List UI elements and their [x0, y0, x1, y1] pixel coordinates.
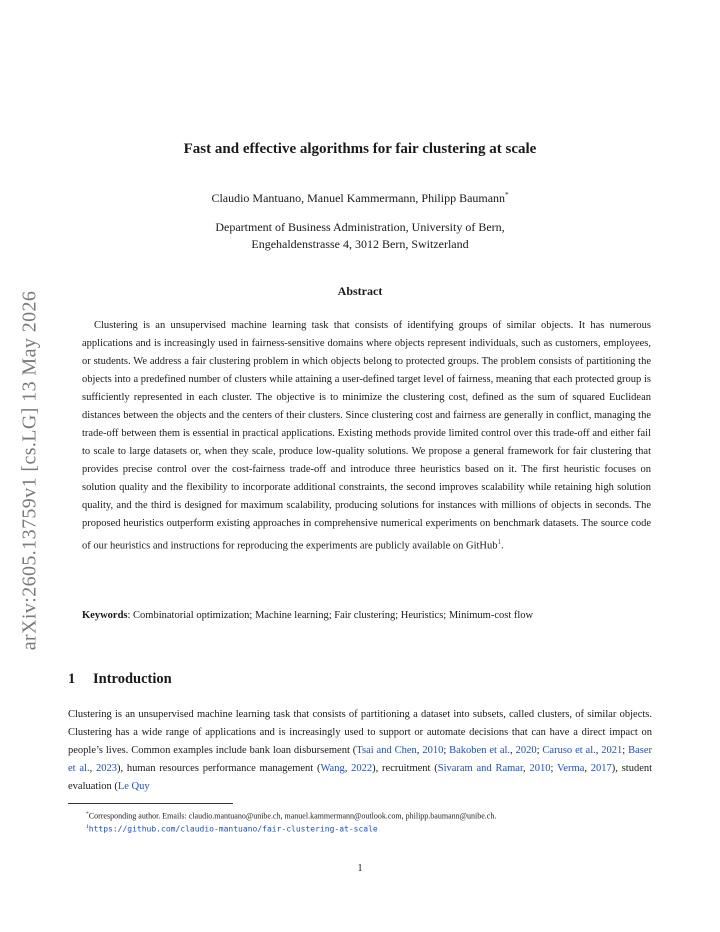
- affiliation: [0, 219, 720, 253]
- citation-link[interactable]: Tsai and Chen: [356, 745, 417, 756]
- arxiv-sidebar-stamp: [8, 270, 52, 670]
- footnote-mark: *: [86, 811, 89, 817]
- citation-link[interactable]: Le Quy: [117, 781, 150, 792]
- citation-sep: ,: [523, 763, 530, 774]
- citation-year-link[interactable]: 2010: [422, 745, 444, 756]
- abstract-heading: Abstract: [337, 284, 383, 298]
- citation-link[interactable]: Wang: [320, 763, 345, 774]
- arxiv-identifier: arXiv:2605.13759v1 [cs.LG] 13 May 2026: [18, 290, 41, 650]
- corresponding-mark: *: [505, 191, 509, 199]
- paper-title: Fast and effective algorithms for fair clustering at scale: [183, 141, 537, 157]
- citation-link[interactable]: Bakoben et al.: [449, 745, 511, 756]
- citation-sep: ;: [622, 745, 629, 756]
- page-number: 1: [357, 863, 363, 874]
- section-title: Introduction: [93, 671, 172, 687]
- footnote-divider: [68, 803, 233, 804]
- keywords-text: : Combinatorial optimization; Machine learning; Fair clustering; Heuristics; Minimum-cost flow: [127, 610, 534, 621]
- footnote-text: Corresponding author. Emails: claudio.mantuano@unibe.ch, manuel.kammermann@outlook.com, philipp.baumann@unibe.ch.: [88, 811, 497, 821]
- footnote-mark: 1: [86, 824, 89, 830]
- footnote-ref-1[interactable]: 1: [497, 538, 502, 546]
- section-heading: [68, 671, 172, 688]
- citation-link[interactable]: Verma: [556, 763, 585, 774]
- github-url-link[interactable]: https://github.com/claudio-mantuano/fair-clustering-at-scale: [88, 824, 378, 834]
- abstract-end: .: [501, 540, 504, 552]
- citation-year-link[interactable]: 2023: [96, 763, 117, 774]
- citation-sep: ;: [443, 745, 450, 756]
- citation-sep: ,: [344, 763, 352, 774]
- intro-paragraph: [68, 706, 652, 796]
- citation-link[interactable]: Caruso et al.: [542, 745, 596, 756]
- footnote-github: [86, 822, 378, 835]
- citation-sep: ,: [89, 763, 96, 774]
- citation-year-link[interactable]: 2017: [590, 763, 612, 774]
- citation-year-link[interactable]: 2010: [529, 763, 551, 774]
- abstract-text: Clustering is an unsupervised machine learning task that consists of identifying groups of similar objects. It has numerous applications and is increasingly used in fairness-sensitive domains where objects represent individuals, such as customers, employees, or students. We address a fair clustering problem in which objects belong to protected groups. The problem consists of partitioning the objects into a predefined number of clusters while attaining a user-defined target level of fairness, meaning that each protected group is sufficiently represented in each cluster. The objective is to minimize the clustering cost, defined as the sum of squared Euclidean distances between the objects and the centers of their clusters. Since clustering cost and fairness are generally in conflict, managing the trade-off between them is essential in practical applications. Existing methods provide limited control over this trade-off and either fail to scale to large datasets or, when they scale, produce low-quality solutions. We propose a general framework for fair clustering that provides precise control over the cost-fairness trade-off and introduce three heuristics based on it. The first heuristic focuses on solution quality and the flexibility to incorporate additional constraints, the second improves scalability while retaining high solution quality, and the third is designed for maximum scalability, producing solutions for instances with millions of objects in seconds. The proposed heuristics outperform existing approaches in comprehensive numerical experiments on benchmark datasets. The source code of our heuristics and instructions for reproducing the experiments are publicly available on GitHub: [82, 320, 651, 552]
- keywords: [82, 607, 651, 625]
- citation-sep: ,: [510, 745, 516, 756]
- affiliation-line-2: Engehaldenstrasse 4, 3012 Bern, Switzerland: [251, 237, 469, 251]
- intro-text: ), student evaluation (: [68, 763, 653, 792]
- keywords-label: Keywords: [82, 610, 128, 621]
- footnote-corresponding: [86, 809, 496, 822]
- citation-sep: ;: [550, 763, 557, 774]
- author-names: Claudio Mantuano, Manuel Kammermann, Philipp Baumann: [211, 191, 506, 205]
- abstract-body: [82, 317, 651, 556]
- affiliation-line-1: Department of Business Administration, University of Bern,: [215, 220, 505, 234]
- citation-sep: ,: [595, 745, 602, 756]
- citation-year-link[interactable]: 2022: [351, 763, 373, 774]
- citation-link[interactable]: Sivaram and Ramar: [437, 763, 524, 774]
- citation-year-link[interactable]: 2021: [601, 745, 623, 756]
- citation-sep: ,: [584, 763, 591, 774]
- author-list: [0, 191, 720, 206]
- intro-text: ), recruitment (: [372, 763, 438, 774]
- intro-text: Clustering is an unsupervised machine learning task that consists of partitioning a dataset into subsets, called clusters, of similar objects. Clustering has a wide range of applications and is increasingly used to support or automate decisions that can have a direct impact on people’s lives. Common examples include bank loan disbursement (: [68, 709, 652, 756]
- section-number: 1: [68, 671, 76, 687]
- intro-text: ), human resources performance management (: [117, 763, 321, 774]
- citation-year-link[interactable]: 2020: [515, 745, 537, 756]
- citation-sep: ;: [536, 745, 543, 756]
- citation-link[interactable]: Baser et al.: [68, 745, 653, 774]
- citation-sep: ,: [416, 745, 423, 756]
